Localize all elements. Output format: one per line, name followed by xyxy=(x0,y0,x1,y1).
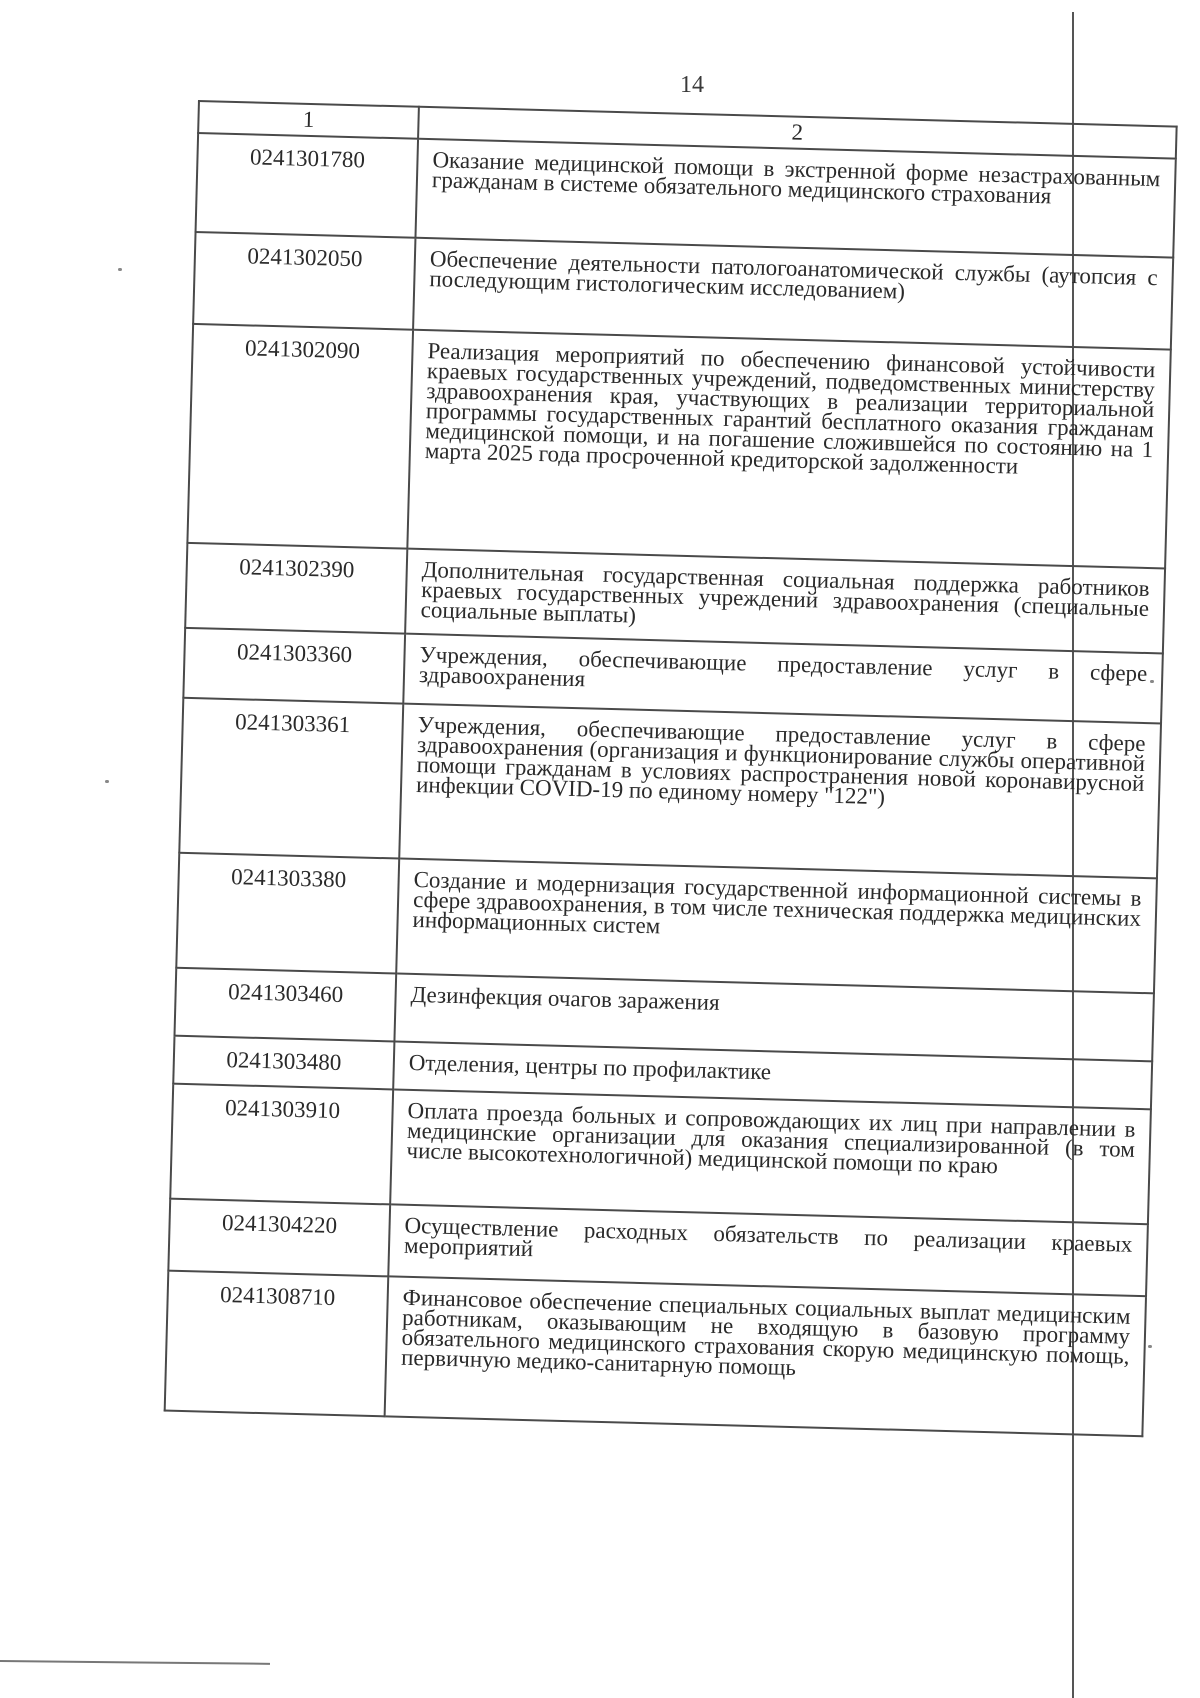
row-description: Оплата проезда больных и сопровождающих их лиц при направлении в медицинские организации для оказания специализированной (в том числе высокотехнологичной) медицинской помощи по краю xyxy=(390,1089,1151,1224)
table-row xyxy=(165,1271,1146,1437)
row-code: 0241303360 xyxy=(183,628,405,704)
row-description: Учреждения, обеспечивающие предоставление услуг в сфере здравоохранения xyxy=(403,634,1163,724)
scan-speck xyxy=(118,268,122,271)
row-description: Дезинфекция очагов заражения xyxy=(394,973,1154,1061)
row-code: 0241302390 xyxy=(185,543,407,634)
budget-codes-table-wrapper xyxy=(164,100,1176,1437)
row-description: Дополнительная государственная социальная поддержка работников краевых государственных учреждений здравоохранения (специальные социальные выплаты) xyxy=(405,549,1165,654)
row-description: Отделения, центры по профилактике xyxy=(393,1041,1152,1109)
header-cell-code: 1 xyxy=(198,101,419,139)
row-description: Оказание медицинской помощи в экстренной форме незастрахованным гражданам в системе обязательного медицинского страхования xyxy=(415,139,1175,258)
budget-codes-table xyxy=(164,100,1178,1437)
row-code: 0241302090 xyxy=(187,324,413,549)
scan-speck xyxy=(1148,1345,1152,1348)
row-description: Обеспечение деятельности патологоанатомической службы (аутопсия с последующим гистологическим исследованием) xyxy=(413,238,1173,350)
page-number: 14 xyxy=(680,72,704,98)
row-code: 0241303361 xyxy=(179,698,403,859)
row-code: 0241303380 xyxy=(176,853,399,974)
row-description: Учреждения, обеспечивающие предоставление услуг в сфере здравоохранения (организация и функционирование службы оперативной помощи гражданам в условиях распространения новой коронавирусной инфекции COVID-19 по единому номеру "122") xyxy=(399,704,1161,879)
footnote-rule xyxy=(0,1660,270,1664)
row-code: 0241303910 xyxy=(170,1084,393,1205)
header-cell-description: 2 xyxy=(418,107,1177,159)
row-description: Реализация мероприятий по обеспечению финансовой устойчивости краевых государственных учреждений, подведомственных министерству здравоохранения края, участвующих в реализации территориальной программы государственных гарантий бесплатного оказания гражданам медицинской помощи, и на погашение сложившейся по состоянию на 1 марта 2025 года просроченной кредиторской задолженности xyxy=(407,330,1170,569)
row-description: Создание и модернизация государственной информационной системы в сфере здравоохранения, в том числе техническая поддержка медицинских информационных систем xyxy=(396,859,1157,994)
row-code: 0241303460 xyxy=(174,968,396,1042)
scan-speck xyxy=(105,780,109,783)
row-description: Осуществление расходных обязательств по реализации краевых мероприятий xyxy=(388,1204,1148,1296)
row-description: Финансовое обеспечение специальных социальных выплат медицинским работникам, оказывающим не входящую в базовую программу обязательного медицинского страхования скорую медицинскую помощь, первичную медико-санитарную помощь xyxy=(385,1276,1146,1436)
row-code: 0241301780 xyxy=(196,133,419,238)
table-row xyxy=(179,698,1161,879)
table-row xyxy=(187,324,1170,569)
row-code: 0241303480 xyxy=(173,1036,394,1090)
row-code: 0241302050 xyxy=(193,232,415,330)
row-code: 0241308710 xyxy=(165,1271,389,1417)
row-code: 0241304220 xyxy=(168,1199,390,1277)
